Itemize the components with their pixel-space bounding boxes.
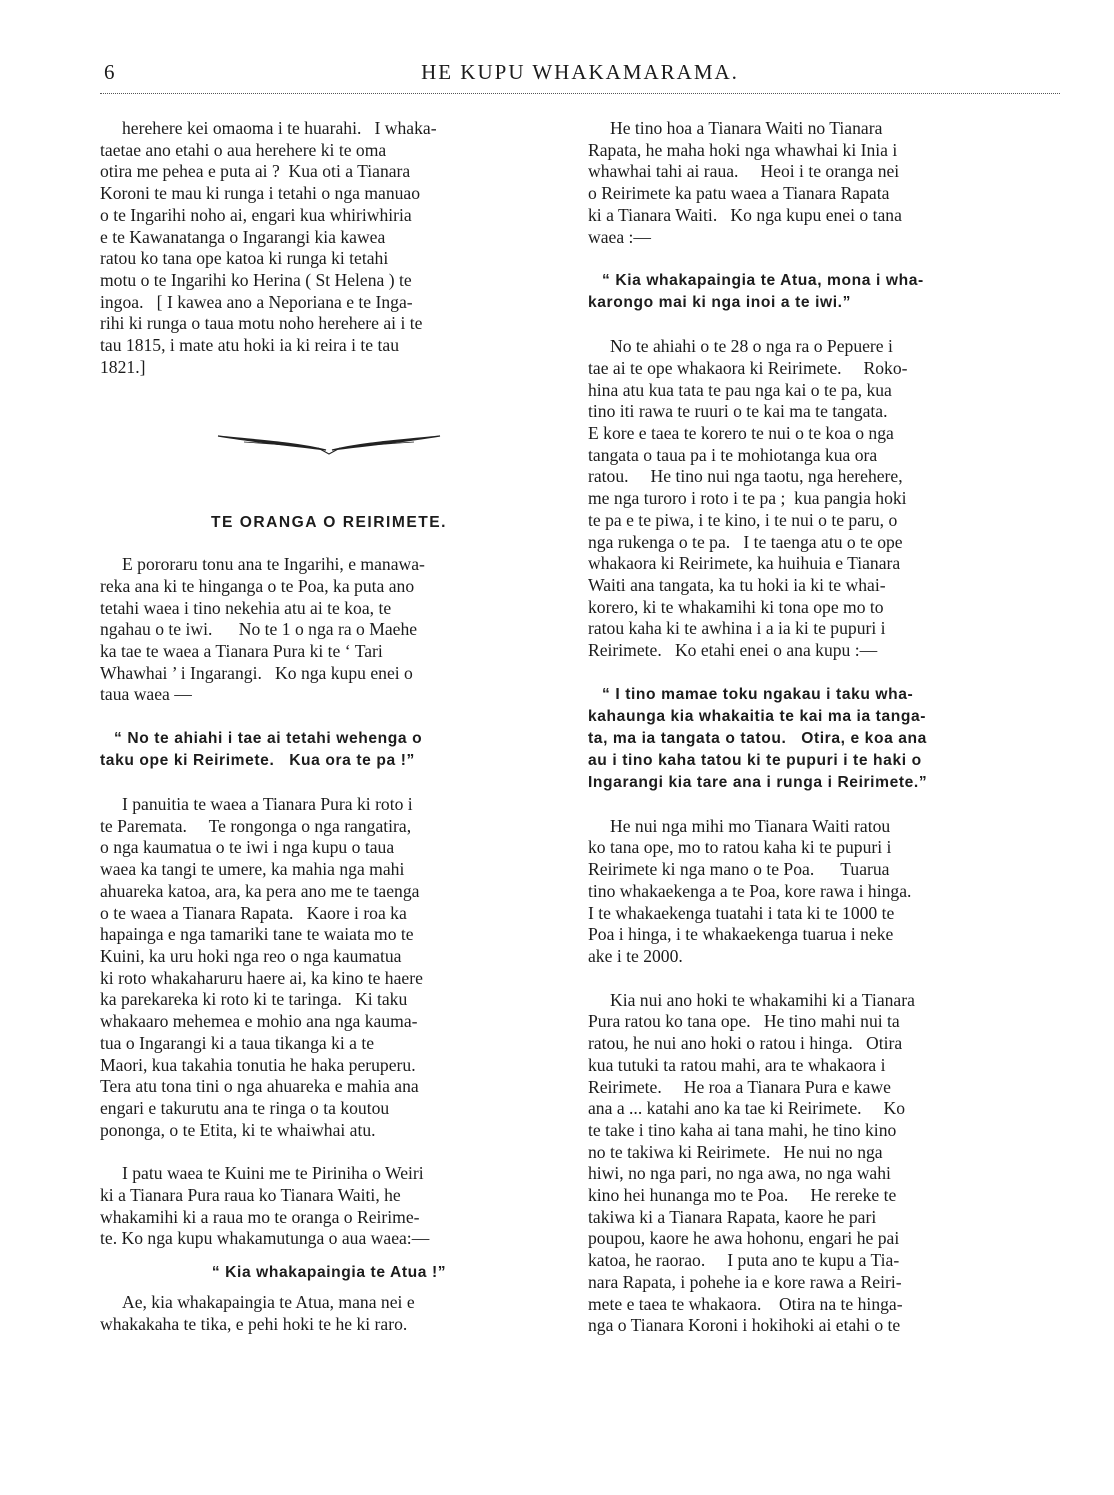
- quote-whakapaingia: “ Kia whakapaingia te Atua !”: [211, 1264, 447, 1282]
- paragraph-ahiahi: [588, 336, 1058, 662]
- text-line: whakakaha te tika, e pehi hoki te he ki raro.: [100, 1313, 408, 1334]
- text-line: Kuini, ka uru hoki nga reo o nga kaumatua: [100, 945, 402, 966]
- text-line: nga rukenga o te pa. I te taenga atu o te ope: [588, 531, 903, 552]
- text-line: ake i te 2000.: [588, 945, 683, 966]
- text-line: I te whakaekenga tuatahi i tata ki te 1000 te: [588, 902, 895, 923]
- text-line: ratou, he nui ano hoki o ratou i hinga. Otira: [588, 1033, 903, 1054]
- text-line: te pa e te piwa, i te kino, i te nui o te paru, o: [588, 509, 898, 530]
- text-line: o te waea a Tianara Rapata. Kaore i roa ka: [100, 902, 407, 923]
- text-line: ratou ko tana ope katoa ki runga ki tetahi: [100, 248, 389, 269]
- text-line: poupou, kaore he awa hohonu, engari he pai: [588, 1228, 900, 1249]
- text-line: kahaunga kia whakaitia te kai ma ia tanga-: [588, 707, 927, 725]
- text-line: katoa, he raorao. I puta ano te kupu a Tia-: [588, 1250, 900, 1271]
- paragraph-tino-hoa: [588, 118, 1058, 248]
- text-line: te Paremata. Te rongonga o nga rangatira,: [100, 815, 412, 836]
- text-line: ki a Tianara Waiti. Ko nga kupu enei o tana: [588, 204, 902, 225]
- text-line: ki a Tianara Pura raua ko Tianara Waiti, he: [100, 1185, 401, 1206]
- text-line: mete e taea te whakaora. Otira na te hinga-: [588, 1293, 903, 1314]
- quote-pura-waea: [100, 728, 558, 772]
- page-number: 6: [104, 60, 115, 84]
- text-line: taku ope ki Reirimete. Kua ora te pa !”: [100, 752, 415, 770]
- text-line: tetahi waea i tino nekehia atu ai te koa, te: [100, 597, 392, 618]
- text-line: “ Kia whakapaingia te Atua, mona i wha-: [602, 272, 924, 290]
- text-line: taua waea —: [100, 684, 192, 705]
- text-line: Whawhai ’ i Ingarangi. Ko nga kupu enei o: [100, 662, 413, 683]
- text-line: E kore e taea te korero te nui o te koa o nga: [588, 423, 894, 444]
- text-line: Maori, kua takahia tonutia he haka peruperu.: [100, 1054, 416, 1075]
- text-line: whakaora ki Reirimete, ka huihuia e Tianara: [588, 553, 901, 574]
- text-line: ratou. He tino nui nga taotu, nga herehere,: [588, 466, 903, 487]
- text-line: ka parekareka ki roto ki te taringa. Ki taku: [100, 989, 408, 1010]
- text-line: E pororaru tonu ana te Ingarihi, e manawa-: [122, 554, 425, 575]
- text-line: o nga kaumatua o te iwi i nga kupu o taua: [100, 837, 395, 858]
- text-line: ta, ma ia tangata o tatou. Otira, e koa ana: [588, 729, 927, 747]
- section-title: TE ORANGA O REIRIMETE.: [210, 514, 447, 532]
- header-rule: [100, 93, 1060, 94]
- text-line: ko tana ope, mo to ratou kaha ki te pupuri i: [588, 837, 892, 858]
- paragraph-ae: [100, 1292, 558, 1335]
- text-line: taetae ano etahi o aua herehere ki te oma: [100, 139, 387, 160]
- text-line: kua tutuki ta ratou mahi, ara te whakaora i: [588, 1054, 886, 1075]
- quote-waiti-kupu: [588, 684, 1058, 794]
- text-line: no te takiwa ki Reirimete. He nui no nga: [588, 1141, 883, 1162]
- text-line: tua o Ingarangi ki a taua tikanga ki a te: [100, 1032, 375, 1053]
- text-line: Rapata, he maha hoki nga whawhai ki Inia i: [588, 139, 898, 160]
- ornament-divider: [214, 430, 444, 456]
- text-line: tangata o taua pa i te mohiotanga kua ora: [588, 444, 878, 465]
- text-line: Poa i hinga, i te whakaekenga tuarua i neke: [588, 924, 894, 945]
- text-line: ka tae te waea a Tianara Pura ki te ‘ Tari: [100, 640, 383, 661]
- text-line: waea ka tangi te umere, ka mahia nga mahi: [100, 859, 405, 880]
- text-line: karongo mai ki nga inoi a te iwi.”: [588, 294, 852, 312]
- text-line: ingoa. [ I kawea ano a Neporiana e te Inga-: [100, 291, 413, 312]
- text-line: herehere kei omaoma i te huarahi. I whaka-: [122, 118, 437, 138]
- text-line: ratou kaha ki te awhina i a ia ki te pupuri i: [588, 618, 886, 639]
- text-line: te. Ko nga kupu whakamutunga o aua waea:—: [100, 1228, 430, 1249]
- text-line: korero, ki te whakamihi ki tona ope mo to: [588, 596, 884, 617]
- paragraph-pororaru: [100, 554, 558, 706]
- text-line: 1821.]: [100, 356, 146, 377]
- text-line: ki roto whakaharuru haere ai, ka kino te haere: [100, 967, 423, 988]
- text-line: o te Ingarihi noho ai, engari kua whiriwhiria: [100, 204, 412, 225]
- paragraph-patu-waea: [100, 1163, 558, 1250]
- left-column: [100, 118, 558, 1335]
- text-line: hina atu kua tata te pau nga kai o te pa, kua: [588, 379, 892, 400]
- text-line: waea :—: [588, 226, 652, 247]
- text-line: He tino hoa a Tianara Waiti no Tianara: [610, 118, 883, 138]
- text-line: Waiti ana tangata, ka tu hoki ia ki te whai-: [588, 574, 886, 595]
- paragraph-whakamihi-pura: [588, 990, 1058, 1337]
- text-line: ngahau o te iwi. No te 1 o nga ra o Maehe: [100, 619, 418, 640]
- text-line: ahuareka katoa, ara, ka pera ano me te taenga: [100, 880, 420, 901]
- quote-rapata-waea: [588, 270, 1058, 314]
- text-line: whawhai tahi ai raua. Heoi i te oranga nei: [588, 161, 900, 182]
- text-line: “ I tino mamae toku ngakau i taku wha-: [602, 685, 914, 703]
- text-line: au i tino kaha tatou ki te pupuri i te haki o: [588, 751, 922, 769]
- paragraph-panuitia: [100, 794, 558, 1141]
- text-line: whakaaro mehemea e mohio ana nga kauma-: [100, 1011, 418, 1032]
- text-line: tino whakaekenga a te Poa, kore rawa i hinga.: [588, 880, 912, 901]
- text-line: Koroni te mau ki runga i tetahi o nga manuao: [100, 183, 421, 204]
- text-line: He nui nga mihi mo Tianara Waiti ratou: [610, 815, 891, 836]
- text-line: motu o te Ingarihi ko Herina ( St Helena ) te: [100, 269, 412, 290]
- text-line: nga o Tianara Koroni i hokihoki ai etahi o te: [588, 1315, 901, 1336]
- text-line: ana a ... katahi ano ka tae ki Reirimete. Ko: [588, 1098, 906, 1119]
- text-line: engari e takurutu ana te ringa o ta koutou: [100, 1097, 390, 1118]
- text-line: e te Kawanatanga o Ingarangi kia kawea: [100, 226, 386, 247]
- text-line: Kia nui ano hoki te whakamihi ki a Tianara: [610, 989, 915, 1010]
- text-line: Ae, kia whakapaingia te Atua, mana nei e: [122, 1291, 415, 1312]
- paragraph-mihi: [588, 816, 1058, 968]
- text-line: pononga, o te Etita, ki te whaiwhai atu.: [100, 1119, 376, 1140]
- text-line: Tera atu tona tini o nga ahuareka e mahia ana: [100, 1076, 419, 1097]
- text-line: tau 1815, i mate atu hoki ia ki reira i te tau: [100, 335, 399, 356]
- paragraph-herehere: [100, 118, 558, 378]
- text-line: otira me pehea e puta ai ? Kua oti a Tianara: [100, 161, 411, 182]
- text-line: Reirimete ki nga mano o te Poa. Tuarua: [588, 859, 890, 880]
- text-line: o Reirimete ka patu waea a Tianara Rapata: [588, 183, 890, 204]
- text-line: I patu waea te Kuini me te Piriniha o Weiri: [122, 1163, 424, 1184]
- running-title: HE KUPU WHAKAMARAMA.: [421, 60, 739, 84]
- text-line: tino iti rawa te ruuri o te kai ma te tangata.: [588, 401, 888, 422]
- text-line: takiwa ki a Tianara Rapata, kaore he pari: [588, 1206, 877, 1227]
- right-column: [588, 118, 1058, 1337]
- text-line: reka ana ki te hinganga o te Poa, ka puta ano: [100, 575, 415, 596]
- text-line: tae ai te ope whakaora ki Reirimete. Roko-: [588, 357, 908, 378]
- text-line: hapainga e nga tamariki tane te waiata mo te: [100, 924, 414, 945]
- text-line: “ No te ahiahi i tae ai tetahi wehenga o: [114, 730, 423, 748]
- text-line: te take i tino kaha ai tana mahi, he tino kino: [588, 1119, 897, 1140]
- text-line: Ingarangi kia tare ana i runga i Reirimete.”: [588, 773, 928, 791]
- text-line: kino hei hunanga mo te Poa. He rereke te: [588, 1185, 897, 1206]
- text-line: nara Rapata, i pohehe ia e kore rawa a Reiri-: [588, 1271, 902, 1292]
- page-header: [100, 60, 1060, 90]
- text-line: hiwi, no nga pari, no nga awa, no nga wahi: [588, 1163, 891, 1184]
- text-line: Reirimete. Ko etahi enei o ana kupu :—: [588, 640, 878, 661]
- text-line: I panuitia te waea a Tianara Pura ki roto i: [122, 794, 413, 815]
- text-line: whakamihi ki a raua mo te oranga o Reirime-: [100, 1206, 420, 1227]
- text-line: No te ahiahi o te 28 o nga ra o Pepuere i: [610, 336, 893, 357]
- text-line: me nga turoro i roto i te pa ; kua pangia hoki: [588, 488, 907, 509]
- text-line: Reirimete. He roa a Tianara Pura e kawe: [588, 1076, 891, 1097]
- text-line: rihi ki runga o taua motu noho herehere ai i te: [100, 313, 423, 334]
- text-line: Pura ratou ko tana ope. He tino mahi nui ta: [588, 1011, 900, 1032]
